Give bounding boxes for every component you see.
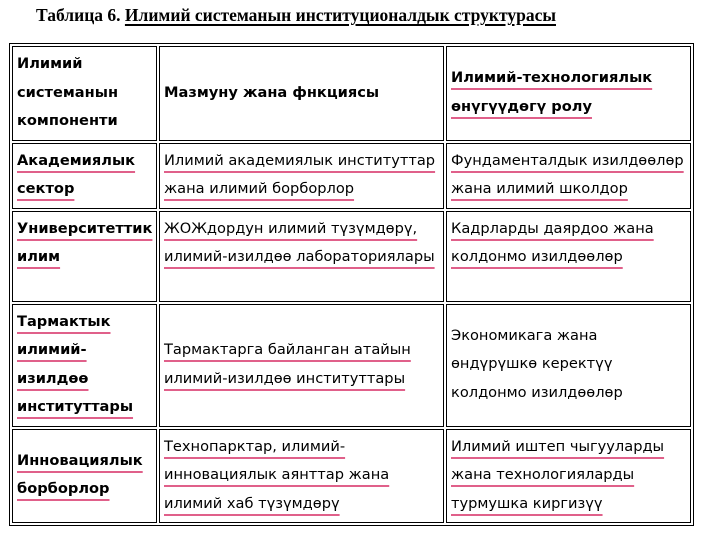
header-role-text: Илимий-технологиялык өнүгүүдөгү ролу [451, 69, 653, 115]
table-row [12, 143, 691, 209]
cell-component [12, 304, 157, 427]
cell-role-text: Илимий иштеп чыгууларды жана технологияларды турмушка киргизүү [451, 437, 665, 512]
cell-component [12, 429, 157, 524]
header-content-text: Мазмуну жана фнкциясы [164, 83, 380, 101]
table-row [12, 429, 691, 524]
cell-component-text: Тармактык илимий-изилдөө институттары [17, 312, 134, 415]
cell-content-text: Технопарктар, илимий-инновациялык аянттар жана илимий хаб түзүмдөрү [164, 437, 390, 512]
cell-role-text: Фундаменталдык изилдөөлөр жана илимий школдор [451, 151, 684, 197]
cell-role-text: Экономикага жана өндүрүшкө керектүү колдонмо изилдөөлөр [451, 326, 623, 401]
header-cell-content [159, 46, 444, 141]
cell-content-text: ЖОЖдордун илимий түзүмдөрү, илимий-изилдөө лабораториялары [164, 219, 435, 265]
table-title: Илимий системанын институционалдык структурасы [124, 5, 556, 25]
cell-content [159, 143, 444, 209]
table-row [12, 211, 691, 302]
table-number: Таблица 6. [36, 5, 121, 25]
cell-content [159, 211, 444, 302]
cell-component-text: Академиялык сектор [17, 151, 136, 197]
cell-content-text: Тармактарга байланган атайын илимий-изилдөө институттары [164, 341, 411, 387]
table-header-row [12, 46, 691, 141]
cell-role [446, 429, 691, 524]
header-cell-role [446, 46, 691, 141]
institutional-structure-table [9, 43, 694, 526]
cell-component-text: Университеттик илим [17, 219, 153, 265]
header-component-text: Илимий системанын компоненти [17, 55, 119, 129]
header-cell-component [12, 46, 157, 141]
cell-role [446, 211, 691, 302]
cell-content [159, 304, 444, 427]
cell-role [446, 304, 691, 427]
cell-role-text: Кадрларды даярдоо жана колдонмо изилдөөлөр [451, 219, 654, 265]
cell-content-text: Илимий академиялык институттар жана илимий борборлор [164, 151, 436, 197]
cell-component [12, 143, 157, 209]
table-row [12, 304, 691, 427]
table-caption [36, 4, 556, 26]
cell-role [446, 143, 691, 209]
cell-content [159, 429, 444, 524]
cell-component [12, 211, 157, 302]
cell-component-text: Инновациялык борборлор [17, 451, 143, 498]
